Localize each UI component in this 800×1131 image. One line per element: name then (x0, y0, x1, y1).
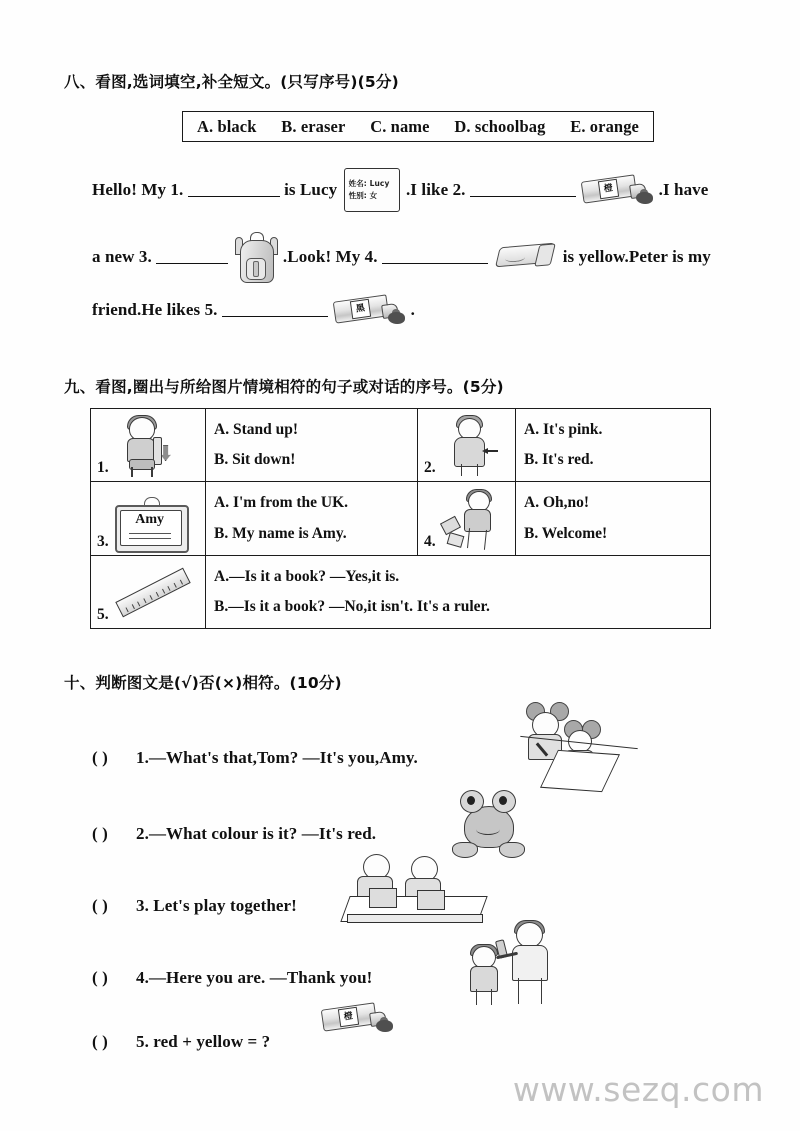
word-bank-option-d: D. schoolbag (454, 116, 546, 136)
true-false-item-4 (92, 968, 372, 988)
father-and-child-icon (450, 920, 560, 1006)
tube-paint-blob (636, 192, 653, 204)
passage-line-3-part-b: . (410, 300, 415, 319)
badge-rule-2 (129, 538, 171, 539)
figure-legs (461, 464, 478, 476)
badge-name-text: Amy (135, 511, 165, 527)
question-1-option-a[interactable]: A. Stand up! (214, 421, 298, 438)
backpack-zipper (253, 261, 259, 277)
table-row (91, 555, 711, 628)
chair-leg-left (131, 467, 133, 477)
passage-line-2-part-c: is yellow.Peter is my (562, 247, 711, 266)
true-false-text-1: 1.—What's that,Tom? —It's you,Amy. (136, 748, 418, 767)
orange-paint-tube-icon (320, 1000, 394, 1036)
answer-paren-5[interactable]: ( ) (92, 1032, 108, 1051)
picture-choice-table (90, 408, 711, 629)
question-2-number: 2. (424, 459, 436, 477)
pointer-arrow-icon (482, 447, 498, 454)
girl-standing-icon (440, 415, 500, 477)
frog-mouth (476, 824, 500, 835)
ruler-icon (113, 568, 191, 624)
question-5-picture-cell (91, 555, 206, 628)
question-4-number: 4. (424, 532, 436, 550)
question-4-option-b[interactable]: B. Welcome! (524, 524, 608, 542)
answer-paren-3[interactable]: ( ) (92, 896, 108, 915)
answer-paren-2[interactable]: ( ) (92, 824, 108, 843)
question-1-picture-cell (91, 409, 206, 482)
true-false-text-2: 2.—What colour is it? —It's red. (136, 824, 377, 843)
question-4-option-a[interactable]: A. Oh,no! (524, 494, 590, 512)
name-card-line-2: 性别: 女 (348, 190, 378, 200)
section-10-heading: 十、判断图文是(√)否(×)相符。(10分) (64, 674, 342, 692)
falling-book-2 (446, 532, 464, 548)
name-badge-icon (113, 497, 189, 551)
question-3-option-b[interactable]: B. My name is Amy. (214, 524, 347, 542)
boy-sitting-on-chair-icon (113, 415, 175, 477)
true-false-item-5 (92, 1032, 270, 1052)
question-2-option-b[interactable]: B. It's red. (524, 451, 594, 469)
true-false-item-2 (92, 824, 376, 844)
passage-line-2-part-a: a new 3. (92, 247, 152, 266)
question-3-options-cell (206, 482, 418, 555)
true-false-item-3 (92, 896, 297, 916)
word-bank (182, 111, 654, 142)
cloze-blank-5[interactable] (222, 303, 328, 317)
passage-line-3 (92, 292, 740, 354)
question-2-picture-cell (418, 409, 516, 482)
word-bank-option-c: C. name (370, 116, 430, 136)
child-legs (476, 989, 492, 1005)
table-row (91, 482, 711, 555)
question-3-number: 3. (97, 532, 109, 550)
cloze-blank-3[interactable] (156, 250, 228, 264)
question-5-option-b[interactable]: B.—Is it a book? —No,it isn't. It's a ruler. (214, 598, 490, 616)
book-left (369, 888, 397, 908)
passage-line-2-part-b: .Look! My 4. (282, 247, 378, 266)
passage-line-1-part-c: .I like 2. (405, 180, 466, 199)
chair-leg-right (151, 467, 153, 477)
tube-label-orange: 橙 (338, 1007, 359, 1027)
word-bank-option-a: A. black (197, 116, 257, 136)
section-8-heading: 八、看图,选词填空,补全短文。(只写序号)(5分) (64, 73, 399, 91)
tube-paint-blob (388, 312, 405, 324)
word-bank-option-e: E. orange (570, 116, 639, 136)
book-right (417, 890, 445, 910)
question-2-options-cell (516, 409, 711, 482)
ruler-ticks (115, 568, 188, 615)
orange-paint-tube-icon (580, 172, 654, 208)
figure-legs (467, 528, 487, 550)
passage-line-1-part-d: .I have (658, 180, 709, 199)
eraser-icon (492, 240, 558, 274)
cloze-blank-4[interactable] (382, 250, 488, 264)
two-girls-at-desk-icon (520, 700, 640, 796)
figure-dress (454, 437, 485, 467)
schoolbag-icon (233, 230, 279, 284)
adult-legs (518, 978, 542, 1004)
answer-paren-4[interactable]: ( ) (92, 968, 108, 987)
item-4-illustration (450, 920, 560, 1006)
answer-paren-1[interactable]: ( ) (92, 748, 108, 767)
question-1-options-cell (206, 409, 418, 482)
question-5-options-cell (206, 555, 711, 628)
adult-body (512, 945, 548, 981)
eraser-band (535, 243, 557, 266)
word-bank-option-b: B. eraser (281, 116, 346, 136)
section-9-heading: 九、看图,圈出与所给图片情境相符的句子或对话的序号。(5分) (64, 378, 504, 396)
tube-label-black: 黑 (350, 299, 371, 319)
question-1-number: 1. (97, 459, 109, 477)
frog-pupil-right (499, 796, 507, 805)
cloze-blank-2[interactable] (470, 183, 576, 197)
question-3-picture-cell (91, 482, 206, 555)
true-false-text-3: 3. Let's play together! (136, 896, 297, 915)
question-4-picture-cell (418, 482, 516, 555)
question-5-number: 5. (97, 606, 109, 624)
badge-rule-1 (129, 533, 171, 534)
frog-pupil-left (467, 796, 475, 805)
site-watermark: www.sezq.com (512, 1070, 764, 1109)
true-false-text-4: 4.—Here you are. —Thank you! (136, 968, 373, 987)
name-card-line-1: 姓名: Lucy (348, 178, 390, 188)
passage-line-1 (92, 168, 740, 230)
down-arrow-icon (161, 445, 171, 461)
black-paint-tube-icon (332, 292, 406, 328)
question-4-options-cell (516, 482, 711, 555)
true-false-item-1 (92, 748, 418, 768)
item-5-illustration (320, 1000, 394, 1036)
frog-foot-right (499, 842, 525, 858)
question-3-option-a[interactable]: A. I'm from the UK. (214, 494, 349, 512)
question-2-option-a[interactable]: A. It's pink. (524, 421, 603, 438)
tube-label-orange: 橙 (598, 179, 619, 199)
table-row (91, 409, 711, 482)
passage-line-3-part-a: friend.He likes 5. (92, 300, 218, 319)
tube-paint-blob (376, 1020, 393, 1032)
question-1-option-b[interactable]: B. Sit down! (214, 451, 296, 469)
girl-dropping-books-icon (440, 489, 506, 551)
name-card-image (344, 168, 400, 212)
question-5-option-a[interactable]: A.—Is it a book? —Yes,it is. (214, 567, 400, 585)
passage-line-1-part-a: Hello! My 1. (92, 180, 184, 199)
cloze-blank-1[interactable] (188, 183, 280, 197)
true-false-text-5: 5. red + yellow = ? (136, 1032, 271, 1051)
item-1-illustration (520, 700, 640, 796)
passage-line-2 (92, 230, 740, 292)
passage-line-1-part-b: is Lucy (284, 180, 338, 199)
cloze-passage (92, 168, 740, 354)
